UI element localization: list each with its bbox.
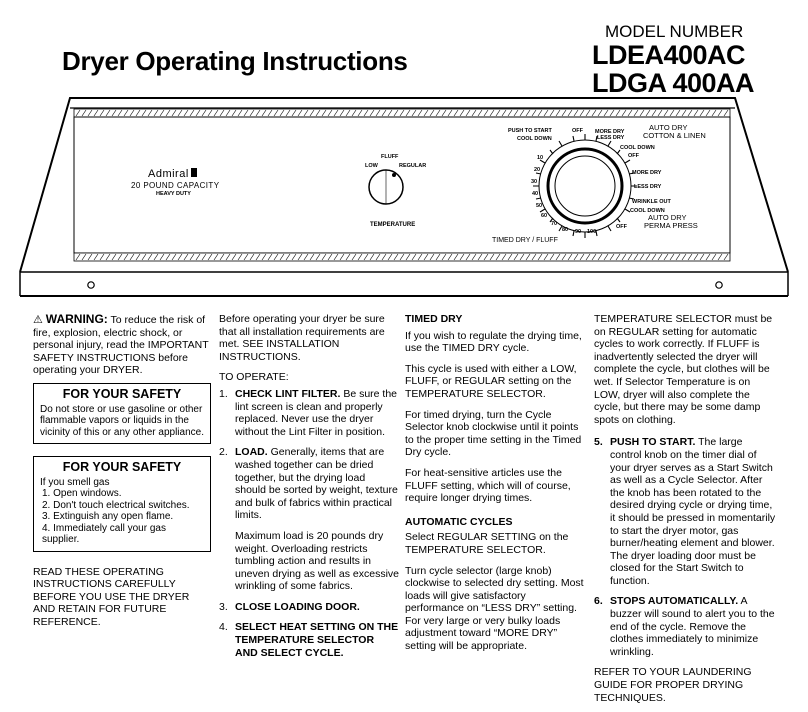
- dial-number-80: 80: [562, 227, 569, 233]
- step-2: 2. LOAD. Generally, items that are washed together can be dried together, but the drying load should be sorted by weight, texture and bulk of fabrics within practical limits.: [219, 446, 398, 522]
- less-dry-label-top: LESS DRY: [597, 135, 625, 141]
- timed-dry-p1: If you wish to regulate the drying time, use the TIMED DRY cycle.: [405, 329, 582, 355]
- dial-number-30: 30: [531, 179, 538, 185]
- warning-icon: ⚠: [33, 314, 43, 326]
- dial-number-100: 100: [587, 229, 597, 235]
- safety-box-2-intro: If you smell gas: [40, 476, 110, 488]
- control-panel-illustration: [0, 0, 808, 310]
- cool-down-label-right: COOL DOWN: [620, 145, 655, 151]
- column-to-operate: [219, 313, 399, 667]
- brand-logo: Admiral: [148, 168, 197, 180]
- timed-dry-p2: This cycle is used with either a LOW, FLUFF, or REGULAR setting on the TEMPERATURE SELECTOR.: [405, 362, 577, 400]
- dial-number-70: 70: [551, 221, 558, 227]
- warning-text: To reduce the risk of fire, explosion, electric shock, or personal injury, read the IMPORTANT SAFETY INSTRUCTIONS before operating your DRYER.: [33, 314, 209, 377]
- timed-dry-label: TIMED DRY / FLUFF: [492, 237, 558, 244]
- automatic-p1: Select REGULAR SETTING on the TEMPERATURE SELECTOR.: [405, 531, 569, 556]
- laundering-guide-note: REFER TO YOUR LAUNDERING GUIDE FOR PROPER DRYING TECHNIQUES.: [594, 666, 752, 704]
- step-2-continued: Maximum load is 20 pounds dry weight. Overloading restricts tumbling action and results in uneven drying as well as excessive wrinkling of some fabrics.: [235, 529, 400, 593]
- safety-box-2: [33, 456, 211, 552]
- column-push-to-start: [594, 313, 776, 712]
- retain-notice: READ THESE OPERATING INSTRUCTIONS CAREFULLY BEFORE YOU USE THE DRYER AND RETAIN FOR FUTURE REFERENCE.: [33, 565, 190, 629]
- more-dry-label-top: MORE DRY: [595, 129, 625, 135]
- dial-number-40: 40: [532, 191, 539, 197]
- dial-number-20: 20: [534, 167, 541, 173]
- less-dry-label: LESS DRY: [634, 184, 662, 190]
- column-safety: [33, 313, 211, 637]
- safety-box-2-title: FOR YOUR SAFETY: [62, 460, 182, 475]
- safety-box-1: [33, 383, 211, 444]
- safety-item: 4. Immediately call your gas supplier.: [42, 522, 166, 546]
- model-number-label: MODEL NUMBER: [605, 22, 744, 41]
- automatic-p2: Turn cycle selector (large knob) clockwise to selected dry setting. Most loads will give satisfactory performance on “LESS DRY” setting. For very large or very bulky loads adjustment toward “MORE DRY” setting will be appropriate.: [405, 564, 584, 653]
- temperature-selector-note: TEMPERATURE SELECTOR must be on REGULAR setting for automatic cycles to work correctly. If FLUFF is inadvertently selected the dryer will complete the cycle, but clothes will be wet. If Selector Temperature is on LOW, dryer will also complete the cycle, but there may be some damp spots on clothing.: [594, 313, 773, 426]
- dial-number-10: 10: [537, 155, 544, 161]
- cool-down-label-top: COOL DOWN: [517, 136, 552, 142]
- temp-regular-label: REGULAR: [399, 163, 427, 169]
- duty-label: HEAVY DUTY: [156, 191, 191, 197]
- timed-dry-p3: For timed drying, turn the Cycle Selector knob clockwise until it points to the proper time setting in the Timed Dry cycle.: [405, 408, 582, 459]
- dial-number-50: 50: [536, 203, 543, 209]
- auto-dry-cotton-label: AUTO DRY COTTON & LINEN: [643, 123, 706, 140]
- auto-dry-perma-label: AUTO DRY PERMA PRESS: [644, 213, 698, 230]
- model-number-2: LDGA 400AA: [592, 68, 755, 98]
- temperature-knob[interactable]: [384, 182, 388, 186]
- off-label-top: OFF: [572, 128, 583, 134]
- cycle-selector-knob[interactable]: [560, 161, 610, 211]
- push-to-start-label: PUSH TO START: [508, 128, 552, 134]
- dial-number-90: 90: [575, 229, 582, 235]
- temp-low-label: LOW: [365, 163, 378, 169]
- page-title: Dryer Operating Instructions: [62, 46, 408, 76]
- intro-paragraph: Before operating your dryer be sure that all installation requirements are met. SEE INSTALLATION INSTRUCTIONS.: [219, 313, 385, 363]
- column-timed-dry: [405, 313, 587, 661]
- off-label-right: OFF: [628, 153, 639, 159]
- off-label-bottom: OFF: [616, 224, 627, 230]
- timed-dry-heading: TIMED DRY: [405, 313, 463, 325]
- wrinkle-out-label: WRINKLE OUT: [632, 199, 671, 205]
- more-dry-label: MORE DRY: [632, 170, 662, 176]
- model-number-1: LDEA400AC: [592, 40, 746, 70]
- temp-fluff-label: FLUFF: [381, 154, 399, 160]
- temperature-label: TEMPERATURE: [370, 222, 416, 228]
- step-6: 6. STOPS AUTOMATICALLY. A buzzer will sound to alert you to the end of the cycle. Remove the clothes immediately to minimize wrinkling.: [594, 595, 775, 658]
- safety-item: 1. Open windows.: [42, 488, 122, 500]
- safety-item: 2. Don't touch electrical switches.: [42, 499, 190, 511]
- warning-paragraph: [33, 313, 211, 377]
- safety-box-1-text: Do not store or use gasoline or other flammable vapors or liquids in the vicinity of this or any other appliance.: [40, 403, 204, 438]
- dial-number-60: 60: [541, 213, 548, 219]
- step-3: 3. CLOSE LOADING DOOR.: [219, 600, 360, 613]
- automatic-cycles-heading: AUTOMATIC CYCLES: [405, 515, 513, 528]
- capacity-label: 20 POUND CAPACITY: [131, 181, 220, 190]
- safety-item: 3. Extinguish any open flame.: [42, 511, 174, 523]
- step-4: 4. SELECT HEAT SETTING ON THE TEMPERATURE SELECTOR AND SELECT CYCLE.: [219, 621, 399, 659]
- step-5: 5. PUSH TO START. The large control knob on the timer dial of your dryer serves as a Start Switch as well as a Cycle Selector. After the knob has been rotated to the desired drying cycle or drying time, it should be pressed in momentarily to start the dryer motor, gas burner/heating element and blower. The dryer loading door must be closed for the Start Switch to function.: [594, 436, 776, 587]
- warning-label: WARNING:: [45, 312, 108, 326]
- step-1: 1. CHECK LINT FILTER. Be sure the lint screen is clean and properly replaced. Never use the dryer without the Lint Filter in position.: [219, 387, 398, 438]
- safety-box-1-title: FOR YOUR SAFETY: [62, 386, 182, 401]
- cool-down-label-bottom: COOL DOWN: [630, 208, 665, 214]
- timed-dry-p4: For heat-sensitive articles use the FLUFF setting, which will of course, require longer drying times.: [405, 466, 571, 505]
- to-operate-heading: TO OPERATE:: [219, 371, 289, 384]
